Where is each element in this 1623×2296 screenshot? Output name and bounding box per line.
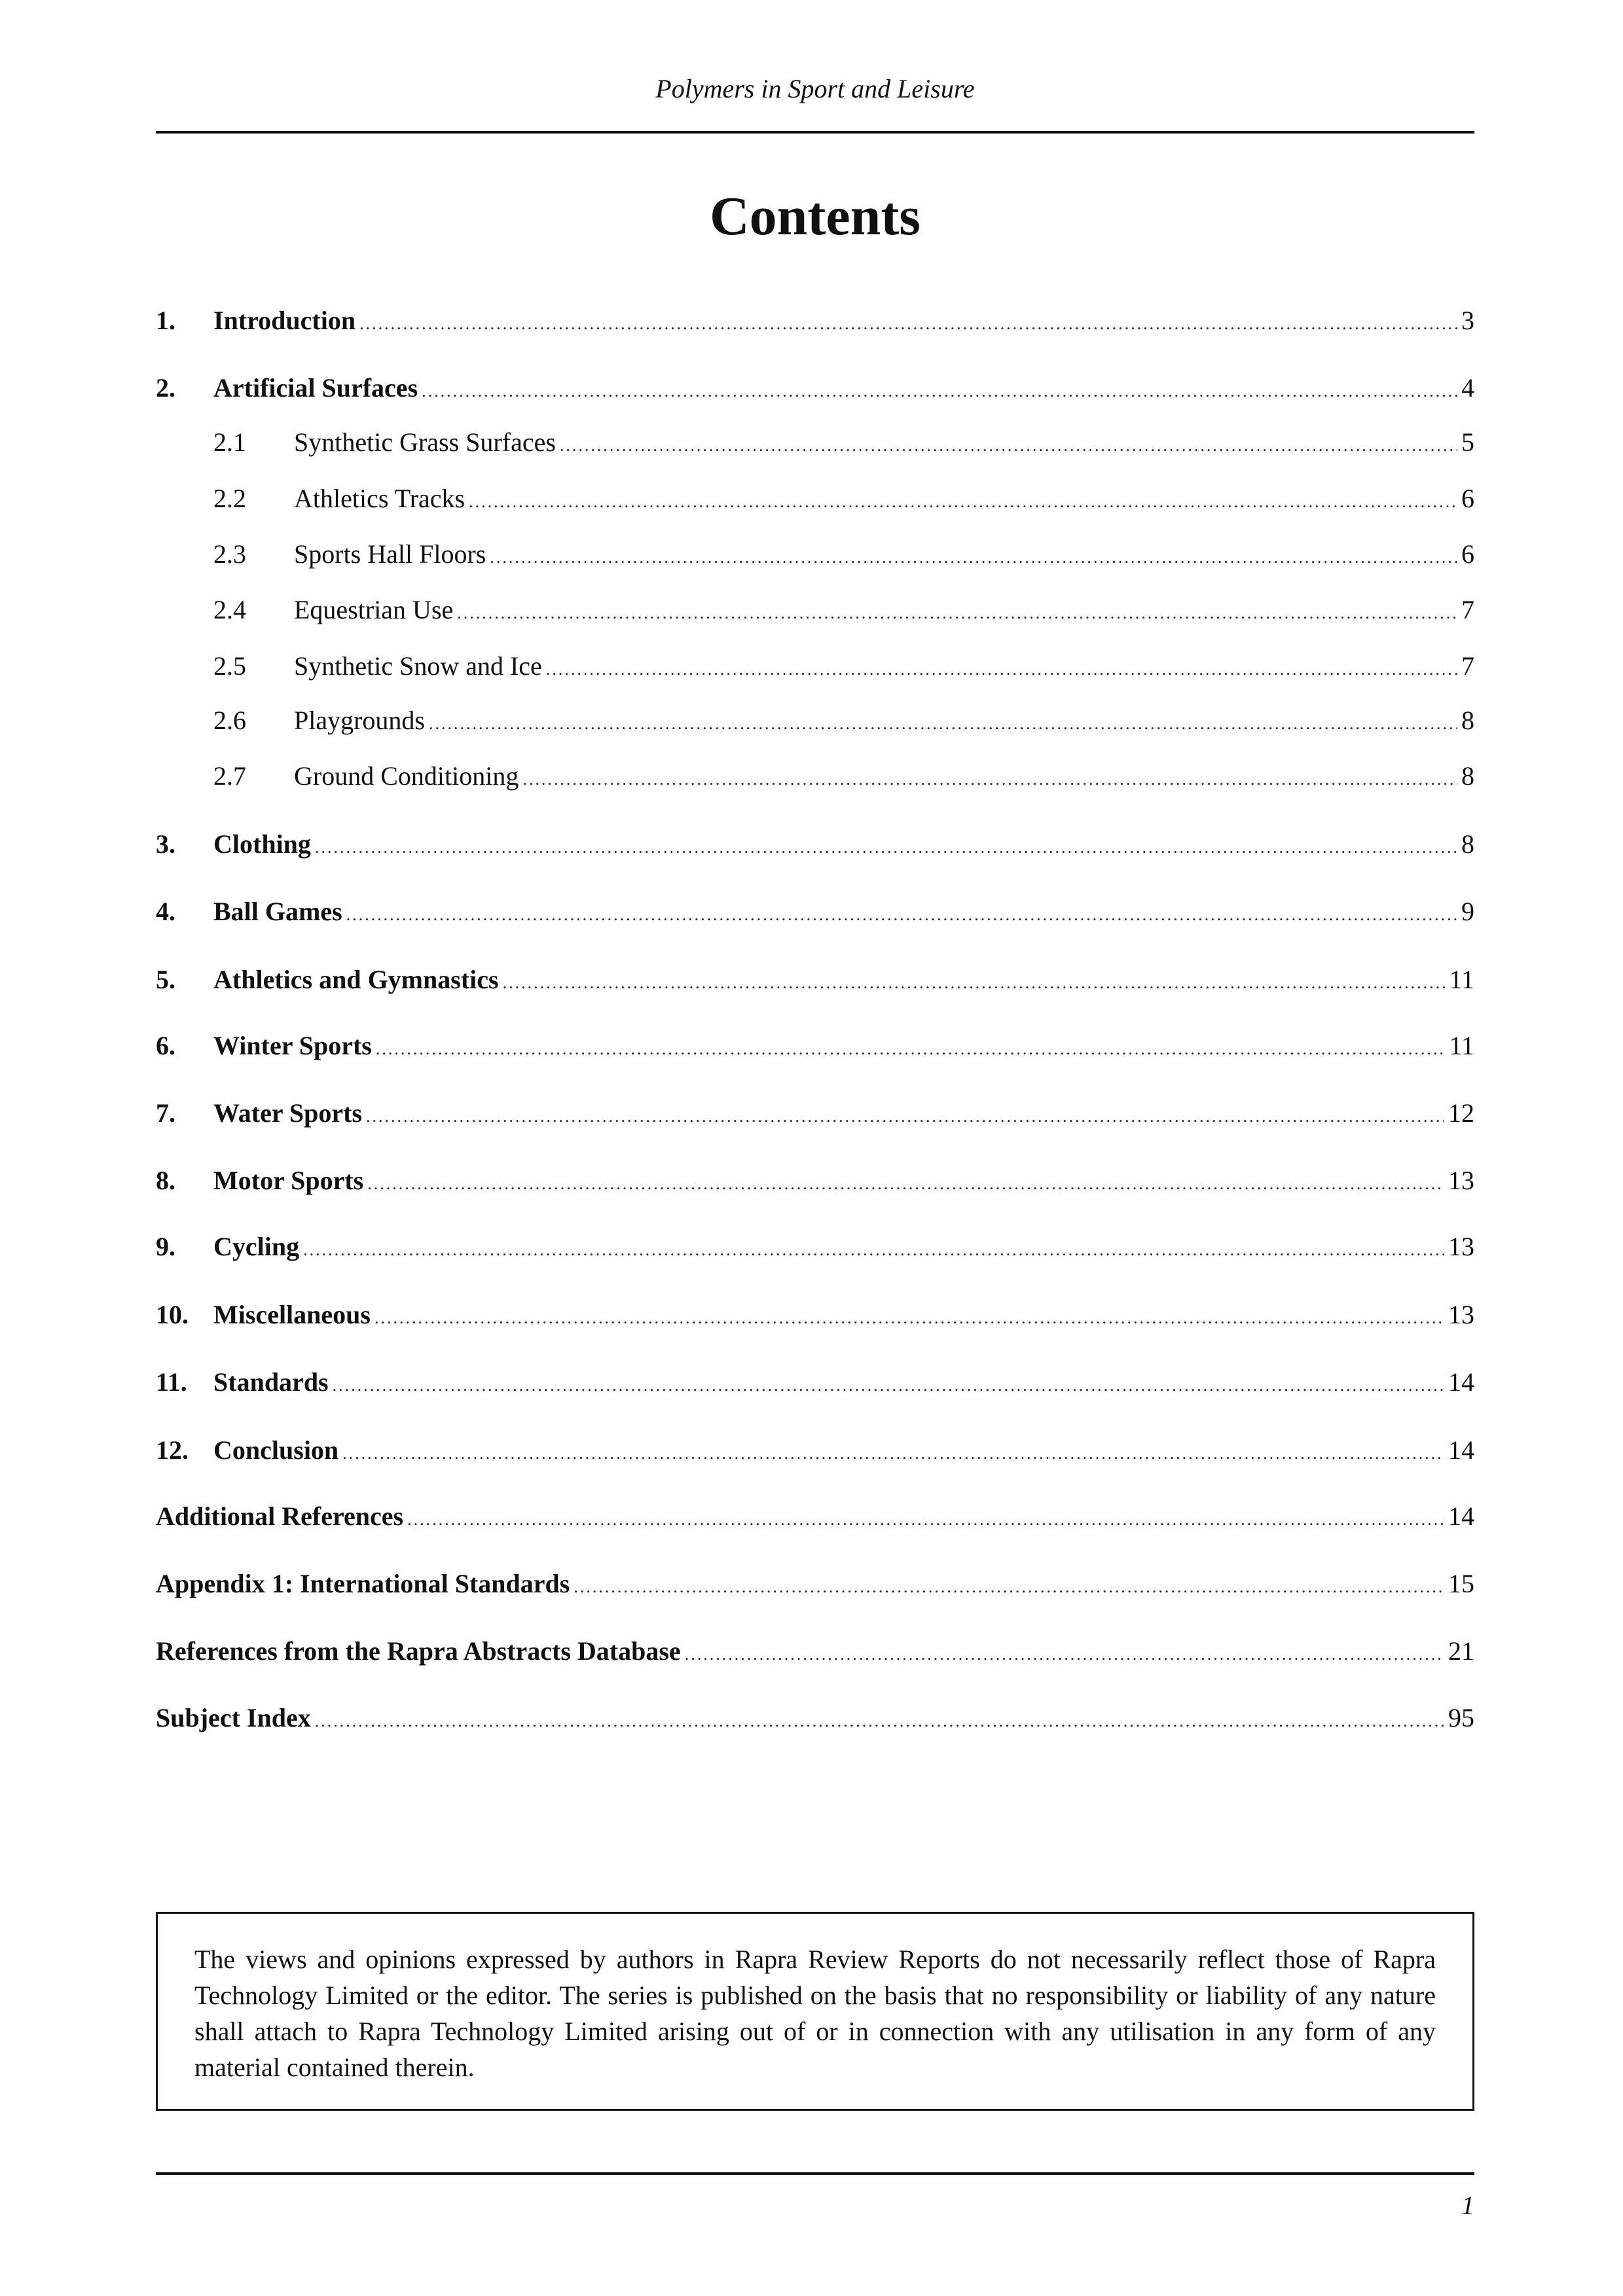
toc-entry-number: 10. [156, 1300, 189, 1329]
dot-leader [333, 1369, 1444, 1402]
toc-entry-page: 8 [1461, 829, 1474, 859]
toc-entry-page: 5 [1461, 427, 1474, 457]
dot-leader [429, 708, 1457, 740]
dot-leader [359, 308, 1457, 340]
dot-leader [560, 429, 1457, 462]
toc-entry[interactable] [156, 760, 1474, 793]
toc-entry-number: 8. [156, 1166, 175, 1195]
toc-entry-title: Playgrounds [294, 706, 425, 735]
dot-leader [422, 375, 1457, 408]
toc-entry-page: 13 [1448, 1300, 1474, 1329]
toc-entry-number: 1. [156, 306, 175, 335]
toc-entry-title: Ground Conditioning [294, 761, 519, 791]
dot-leader [303, 1234, 1444, 1266]
toc-entry-page: 6 [1461, 539, 1474, 569]
page-title: Contents [709, 186, 921, 247]
toc-entry-page: 12 [1448, 1098, 1474, 1128]
toc-entry[interactable] [156, 1500, 1474, 1533]
dot-leader [469, 486, 1457, 518]
toc-entry-title: Standards [213, 1367, 329, 1397]
toc-entry-page: 95 [1448, 1703, 1474, 1732]
page-number: 1 [1461, 2191, 1474, 2220]
toc-entry[interactable] [156, 482, 1474, 515]
toc-entry[interactable] [156, 704, 1474, 737]
toc-entry-title: Synthetic Grass Surfaces [294, 427, 556, 457]
toc-entry-page: 11 [1449, 965, 1474, 994]
toc-entry-title: Winter Sports [213, 1031, 372, 1060]
toc-entry[interactable] [156, 963, 1474, 996]
toc-entry[interactable] [156, 1230, 1474, 1263]
toc-entry-title: Cycling [213, 1232, 300, 1261]
toc-entry-page: 14 [1448, 1435, 1474, 1465]
dot-leader [315, 1705, 1444, 1738]
toc-entry-number: 2.6 [213, 706, 246, 735]
toc-entry-page: 6 [1461, 484, 1474, 513]
dot-leader [342, 1437, 1444, 1470]
toc-entry[interactable] [156, 372, 1474, 404]
toc-entry-number: 3. [156, 829, 175, 859]
toc-entry-page: 4 [1461, 373, 1474, 403]
dot-leader [366, 1100, 1444, 1133]
header-rule [156, 131, 1474, 134]
dot-leader [315, 831, 1457, 864]
dot-leader [574, 1571, 1444, 1604]
dot-leader [374, 1302, 1444, 1335]
toc-entry-number: 2.7 [213, 761, 246, 791]
toc-entry-page: 14 [1448, 1501, 1474, 1531]
toc-entry[interactable] [156, 304, 1474, 337]
toc-entry[interactable] [156, 426, 1474, 459]
toc-entry-number: 2.4 [213, 595, 246, 624]
toc-entry-page: 15 [1448, 1569, 1474, 1598]
toc-entry-title: Athletics and Gymnastics [213, 965, 499, 994]
toc-entry-number: 11. [156, 1367, 187, 1397]
toc-entry[interactable] [156, 1097, 1474, 1130]
dot-leader [490, 541, 1457, 574]
toc-entry-page: 13 [1448, 1232, 1474, 1261]
toc-entry-page: 8 [1461, 761, 1474, 791]
toc-entry-title: Introduction [213, 306, 356, 335]
toc-entry-number: 2.2 [213, 484, 246, 513]
toc-entry-page: 7 [1461, 595, 1474, 624]
toc-entry-page: 14 [1448, 1367, 1474, 1397]
toc-entry-title: Motor Sports [213, 1166, 364, 1195]
disclaimer-text: The views and opinions expressed by authors in Rapra Review Reports do not necessarily reflect those of Rapra Technology Limited or the editor. The series is published on the basis that no responsibility or liability of any nature shall attach to Rapra Technology Limited arising out of or in connection with any utilisation in any form of any material contained therein. [194, 1945, 1436, 2082]
toc-entry[interactable] [156, 1434, 1474, 1467]
dot-leader [685, 1638, 1444, 1671]
footer-rule [156, 2172, 1474, 2175]
toc-entry-title: Equestrian Use [294, 595, 454, 624]
toc-entry-title: Ball Games [213, 897, 342, 926]
toc-entry-number: 2.3 [213, 539, 246, 569]
toc-entry-title: References from the Rapra Abstracts Database [156, 1636, 681, 1666]
toc-entry-title: Conclusion [213, 1435, 339, 1465]
toc-entry-page: 13 [1448, 1166, 1474, 1195]
toc-entry[interactable] [156, 594, 1474, 626]
toc-entry-number: 5. [156, 965, 175, 994]
toc-entry-title: Water Sports [213, 1098, 363, 1128]
toc-entry[interactable] [156, 650, 1474, 683]
toc-entry-number: 4. [156, 897, 175, 926]
toc-entry[interactable] [156, 895, 1474, 928]
toc-entry-number: 2.1 [213, 427, 246, 457]
dot-leader [503, 967, 1446, 999]
toc-entry[interactable] [156, 1702, 1474, 1734]
toc-entry-title: Additional References [156, 1501, 404, 1531]
toc-entry-number: 7. [156, 1098, 175, 1128]
toc-entry-title: Appendix 1: International Standards [156, 1569, 570, 1598]
toc-entry[interactable] [156, 1164, 1474, 1197]
toc-entry[interactable] [156, 1030, 1474, 1062]
running-header: Polymers in Sport and Leisure [655, 74, 975, 103]
dot-leader [457, 597, 1457, 630]
toc-entry-title: Artificial Surfaces [213, 373, 418, 403]
toc-entry-title: Athletics Tracks [294, 484, 465, 513]
toc-entry-page: 9 [1461, 897, 1474, 926]
toc-entry-page: 7 [1461, 651, 1474, 681]
toc-entry[interactable] [156, 1568, 1474, 1600]
toc-entry[interactable] [156, 1635, 1474, 1668]
toc-entry-number: 6. [156, 1031, 175, 1060]
toc-entry[interactable] [156, 1299, 1474, 1331]
toc-entry-title: Subject Index [156, 1703, 311, 1732]
toc-entry-page: 11 [1449, 1031, 1474, 1060]
dot-leader [376, 1033, 1446, 1066]
dot-leader [407, 1503, 1444, 1536]
dot-leader [367, 1168, 1444, 1200]
toc-entry[interactable] [156, 828, 1474, 861]
dot-leader [522, 763, 1457, 796]
toc-entry[interactable] [156, 538, 1474, 571]
toc-entry-title: Miscellaneous [213, 1300, 371, 1329]
dot-leader [546, 653, 1457, 686]
toc-entry-number: 9. [156, 1232, 175, 1261]
toc-entry-number: 2.5 [213, 651, 246, 681]
disclaimer-box [156, 1912, 1474, 2111]
toc-entry-number: 12. [156, 1435, 189, 1465]
dot-leader [346, 899, 1457, 931]
toc-entry-page: 3 [1461, 306, 1474, 335]
toc-entry[interactable] [156, 1366, 1474, 1399]
toc-entry-title: Clothing [213, 829, 311, 859]
toc-entry-title: Synthetic Snow and Ice [294, 651, 542, 681]
toc-entry-page: 8 [1461, 706, 1474, 735]
toc-entry-number: 2. [156, 373, 175, 403]
toc-entry-title: Sports Hall Floors [294, 539, 486, 569]
toc-entry-page: 21 [1448, 1636, 1474, 1666]
